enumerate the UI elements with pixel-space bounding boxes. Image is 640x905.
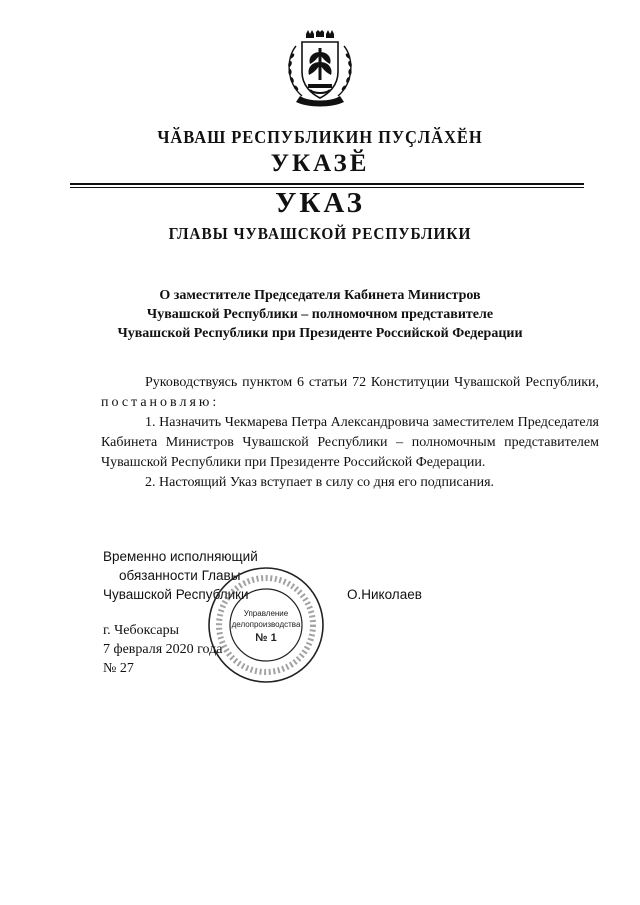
document-subject <box>60 286 580 343</box>
signatory-name: О.Николаев <box>347 587 422 602</box>
preamble-paragraph <box>101 373 599 413</box>
subject-line: Чувашской Республики при Президенте Российской Федерации <box>117 326 523 341</box>
item-paragraph: 1. Назначить Чекмарева Петра Александровича заместителем Председателя Кабинета Министров Чувашской Республики – полномочным представителем Чувашской Республики при Президенте Российской Федерации. <box>101 415 599 470</box>
item-paragraph: 2. Настоящий Указ вступает в силу со дня его подписания. <box>145 475 495 490</box>
signatory-position: Чувашской Республики <box>103 587 249 602</box>
document-place: г. Чебоксары <box>103 623 180 638</box>
document-footer <box>103 621 223 678</box>
document-number: № 27 <box>103 661 134 676</box>
chuvash-emblem-icon <box>282 30 358 108</box>
registration-stamp <box>206 565 326 685</box>
header-divider-thick <box>70 183 584 185</box>
chuvash-header-title: ЧӐВАШ РЕСПУБЛИКИН ПУҪЛӐХӖН <box>157 127 483 147</box>
stamp-number: № 1 <box>255 632 277 644</box>
preamble-text: Руководствуясь пунктом 6 статьи 72 Конституции Чувашской Республики, <box>145 375 599 390</box>
signatory-position: обязанности Главы <box>119 568 241 583</box>
document-type: УКАЗ <box>275 187 365 219</box>
signatory-position: Временно исполняющий <box>103 549 258 564</box>
decree-word: постановляю: <box>101 395 220 410</box>
document-date: 7 февраля 2020 года <box>103 642 223 657</box>
document-issuer: ГЛАВЫ ЧУВАШСКОЙ РЕСПУБЛИКИ <box>168 224 472 243</box>
stamp-inner-text: Управление <box>243 609 289 618</box>
subject-line: О заместителе Председателя Кабинета Министров <box>159 288 481 303</box>
chuvash-doc-type: УКАЗӖ <box>270 150 370 177</box>
subject-line: Чувашской Республики – полномочном представителе <box>146 307 494 322</box>
document-body <box>101 373 599 493</box>
stamp-inner-text: делопроизводства <box>231 620 301 629</box>
